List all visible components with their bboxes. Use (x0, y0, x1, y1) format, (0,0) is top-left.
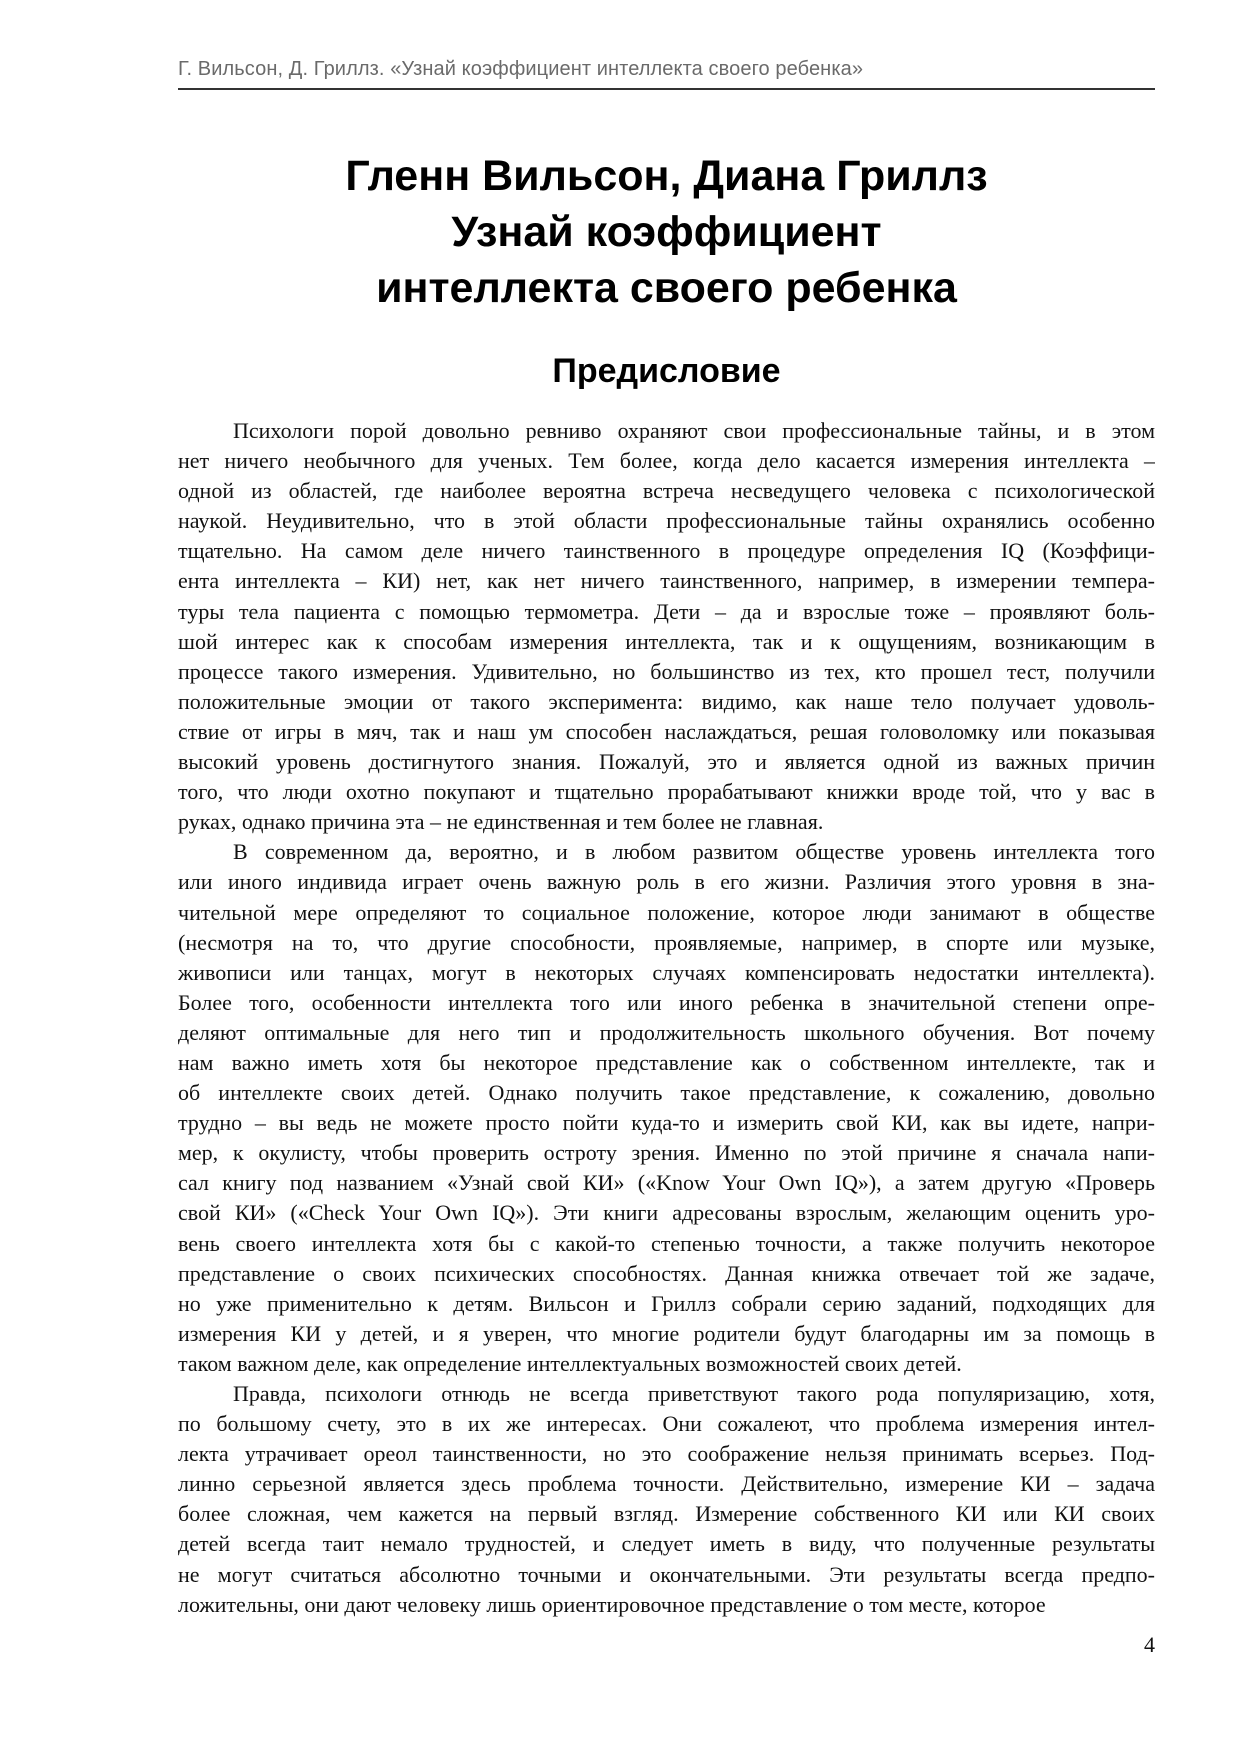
text-line: детей всегда таит немало трудностей, и следует иметь в виду, что полученные результаты (178, 1531, 1155, 1557)
paragraph (178, 416, 1155, 837)
text-line: высокий уровень достигнутого знания. Пожалуй, это и является одной из важных причин (178, 749, 1155, 775)
text-line: ента интеллекта – КИ) нет, как нет ничего таинственного, например, в измерении темпера- (178, 568, 1155, 594)
text-line: ложительны, они дают человеку лишь ориентировочное представление о том месте, которое (178, 1591, 1046, 1617)
paragraph (178, 1379, 1155, 1620)
text-line: положительные эмоции от такого эксперимента: видимо, как наше тело получает удоволь- (178, 688, 1155, 714)
paragraph (178, 837, 1155, 1379)
text-line: мер, к окулисту, чтобы проверить остроту зрения. Именно по этой причине я сначала напи- (178, 1140, 1155, 1166)
text-line: но уже применительно к детям. Вильсон и Гриллз собрали серию заданий, подходящих для (178, 1290, 1155, 1316)
text-line: нет ничего необычного для ученых. Тем более, когда дело касается измерения интеллекта – (178, 448, 1155, 474)
text-line: В современном да, вероятно, и в любом развитом обществе уровень интеллекта того (233, 839, 1155, 865)
text-line: таком важном деле, как определение интеллектуальных возможностей своих детей. (178, 1350, 962, 1376)
text-line: Психологи порой довольно ревниво охраняют свои профессиональные тайны, и в этом (233, 418, 1155, 443)
text-line: деляют оптимальные для него тип и продолжительность школьного обучения. Вот почему (178, 1019, 1155, 1045)
text-line: того, что люди охотно покупают и тщательно прорабатывают книжки вроде той, что у вас в (178, 779, 1155, 805)
section-heading: Предисловие (552, 352, 781, 390)
text-line: об интеллекте своих детей. Однако получить такое представление, к сожалению, довольно (178, 1080, 1155, 1106)
book-title (178, 148, 1155, 316)
text-line: сал книгу под названием «Узнай свой КИ» («Know Your Own IQ»), а затем другую «Проверь (178, 1170, 1155, 1196)
text-line: шой интерес как к способам измерения интеллекта, так и к ощущениям, возникающим в (178, 628, 1155, 654)
body-text (178, 416, 1155, 1620)
text-line: Более того, особенности интеллекта того или иного ребенка в значительной степени опре- (178, 989, 1155, 1015)
text-line: по большому счету, это в их же интересах. Они сожалеют, что проблема измерения интел- (178, 1411, 1155, 1437)
text-line: не могут считаться абсолютно точными и окончательными. Эти результаты всегда предпо- (178, 1561, 1155, 1587)
text-line: свой КИ» («Check Your Own IQ»). Эти книги адресованы взрослым, желающим оценить уро- (178, 1200, 1155, 1226)
text-line: или иного индивида играет очень важную роль в его жизни. Различия этого уровня в зна- (178, 869, 1155, 895)
text-line: лекта утрачивает ореол таинственности, но это соображение нельзя принимать всерьез. Под- (178, 1441, 1155, 1467)
text-line: Правда, психологи отнюдь не всегда приветствуют такого рода популяризацию, хотя, (233, 1381, 1155, 1406)
title-line: интеллекта своего ребенка (376, 264, 957, 312)
text-line: руках, однако причина эта – не единственная и тем более не главная. (178, 809, 824, 835)
text-line: живописи или танцах, могут в некоторых случаях компенсировать недостатки интеллекта). (178, 959, 1155, 985)
text-line: туры тела пациента с помощью термометра. Дети – да и взрослые тоже – проявляют боль- (178, 598, 1155, 624)
text-line: более сложная, чем кажется на первый взгляд. Измерение собственного КИ или КИ своих (178, 1501, 1155, 1527)
text-line: чительной мере определяют то социальное положение, которое люди занимают в обществе (178, 899, 1155, 925)
text-line: тщательно. На самом деле ничего таинственного в процедуре определения IQ (Коэффици- (178, 538, 1155, 564)
text-line: измерения КИ у детей, и я уверен, что многие родители будут благодарны им за помощь в (178, 1320, 1155, 1346)
text-line: нам важно иметь хотя бы некоторое представление как о собственном интеллекте, так и (178, 1049, 1155, 1075)
text-line: трудно – вы ведь не можете просто пойти куда-то и измерить свой КИ, как вы идете, напри- (178, 1110, 1155, 1136)
text-line: (несмотря на то, что другие способности, проявляемые, например, в спорте или музыке, (178, 929, 1155, 955)
text-line: наукой. Неудивительно, что в этой области профессиональные тайны охранялись особенно (178, 508, 1155, 534)
running-head: Г. Вильсон, Д. Гриллз. «Узнай коэффициент интеллекта своего ребенка» (178, 58, 864, 80)
title-line: Гленн Вильсон, Диана Гриллз (345, 152, 988, 200)
text-line: вень своего интеллекта хотя бы с какой-то степенью точности, а также получить некоторое (178, 1230, 1155, 1256)
text-line: линно серьезной является здесь проблема точности. Действительно, измерение КИ – задача (178, 1471, 1155, 1497)
text-line: одной из областей, где наиболее вероятна встреча несведущего человека с психологической (178, 478, 1155, 504)
text-line: представление о своих психических способностях. Данная книжка отвечает той же задаче, (178, 1260, 1155, 1286)
page-number: 4 (1144, 1632, 1155, 1657)
text-line: процессе такого измерения. Удивительно, но большинство из тех, кто прошел тест, получили (178, 658, 1155, 684)
text-line: ствие от игры в мяч, так и наш ум способен наслаждаться, решая головоломку или показывая (178, 718, 1155, 744)
title-line: Узнай коэффициент (451, 208, 882, 256)
header-rule (178, 88, 1155, 90)
